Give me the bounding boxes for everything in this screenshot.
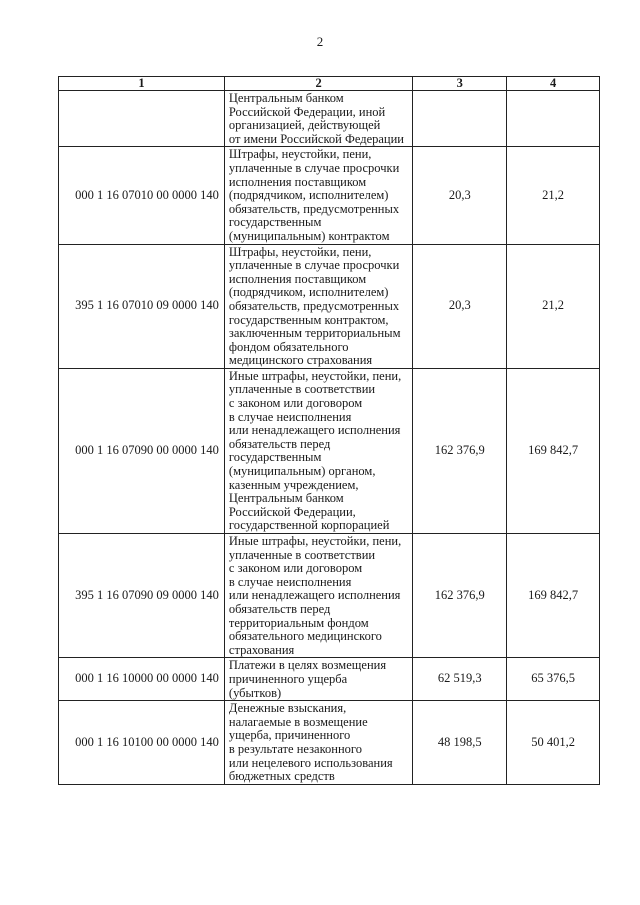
- table-row: [59, 658, 600, 701]
- column-header-1: 1: [59, 77, 225, 91]
- value-col4-cell: 21,2: [507, 244, 600, 368]
- table-row: [59, 368, 600, 533]
- budget-code-cell: 395 1 16 07090 09 0000 140: [59, 534, 225, 658]
- value-col4-cell: 169 842,7: [507, 368, 600, 533]
- column-header-2: 2: [224, 77, 413, 91]
- table-header-row: [59, 77, 600, 91]
- budget-code-cell: 000 1 16 07090 00 0000 140: [59, 368, 225, 533]
- description-cell: Платежи в целях возмещения причиненного ущерба (убытков): [224, 658, 413, 701]
- table-row: [59, 91, 600, 147]
- table-row: [59, 244, 600, 368]
- value-col4-cell: [507, 91, 600, 147]
- value-col4-cell: 169 842,7: [507, 534, 600, 658]
- value-col3-cell: 162 376,9: [413, 534, 507, 658]
- budget-code-cell: 000 1 16 10000 00 0000 140: [59, 658, 225, 701]
- table-row: [59, 147, 600, 244]
- budget-code-cell: 000 1 16 07010 00 0000 140: [59, 147, 225, 244]
- value-col4-cell: 65 376,5: [507, 658, 600, 701]
- column-header-3: 3: [413, 77, 507, 91]
- description-cell: Денежные взыскания, налагаемые в возмещение ущерба, причиненного в результате незаконного или нецелевого использования бюджетных средств: [224, 701, 413, 785]
- budget-code-cell: [59, 91, 225, 147]
- value-col3-cell: 48 198,5: [413, 701, 507, 785]
- value-col3-cell: 20,3: [413, 244, 507, 368]
- budget-code-cell: 395 1 16 07010 09 0000 140: [59, 244, 225, 368]
- page-number: 2: [316, 34, 324, 49]
- value-col3-cell: [413, 91, 507, 147]
- value-col3-cell: 20,3: [413, 147, 507, 244]
- description-cell: Штрафы, неустойки, пени, уплаченные в случае просрочки исполнения поставщиком (подрядчиком, исполнителем) обязательств, предусмотренных государственным контрактом, заключенным территориальным фондом обязательного медицинского страхования: [224, 244, 413, 368]
- description-cell: Центральным банком Российской Федерации, иной организацией, действующей от имени Российской Федерации: [224, 91, 413, 147]
- description-cell: Штрафы, неустойки, пени, уплаченные в случае просрочки исполнения поставщиком (подрядчиком, исполнителем) обязательств, предусмотренных государственным (муниципальным) контрактом: [224, 147, 413, 244]
- table-row: [59, 701, 600, 785]
- value-col4-cell: 21,2: [507, 147, 600, 244]
- value-col3-cell: 162 376,9: [413, 368, 507, 533]
- value-col4-cell: 50 401,2: [507, 701, 600, 785]
- budget-table: [58, 76, 600, 785]
- table-row: [59, 534, 600, 658]
- budget-code-cell: 000 1 16 10100 00 0000 140: [59, 701, 225, 785]
- description-cell: Иные штрафы, неустойки, пени, уплаченные в соответствии с законом или договором в случае неисполнения или ненадлежащего исполнения обязательств перед территориальным фондом обязательного медицинского страхования: [224, 534, 413, 658]
- value-col3-cell: 62 519,3: [413, 658, 507, 701]
- description-cell: Иные штрафы, неустойки, пени, уплаченные в соответствии с законом или договором в случае неисполнения или ненадлежащего исполнения обязательств перед государственным (муниципальным) органом, казенным учреждением, Центральным банком Российской Федерации, государственной корпорацией: [224, 368, 413, 533]
- column-header-4: 4: [507, 77, 600, 91]
